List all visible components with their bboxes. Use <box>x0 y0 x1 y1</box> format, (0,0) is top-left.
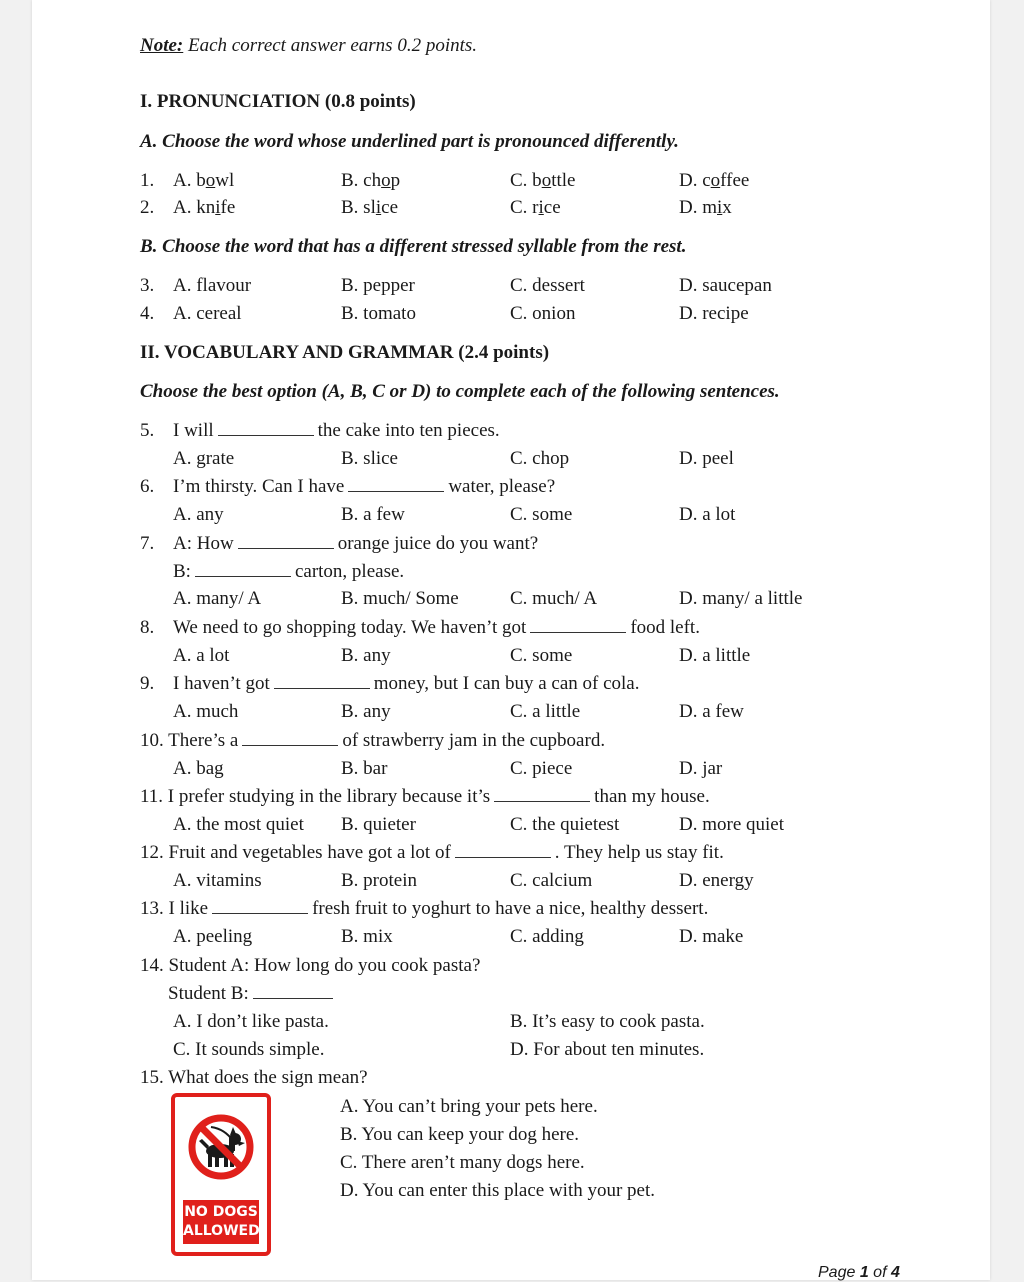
answer-blank[interactable] <box>530 618 626 633</box>
part-a-instruction: A. Choose the word whose underlined part is pronounced differently. <box>140 131 679 152</box>
option-c[interactable]: C. onion <box>510 303 576 324</box>
question-1: 1. A. bowl B. chop C. bottle D. coffee <box>140 167 960 195</box>
question-7-options <box>140 585 960 613</box>
option-b[interactable]: B. quieter <box>341 814 416 835</box>
question-6-options <box>140 501 960 529</box>
sign-label: NO DOGS ALLOWED <box>183 1200 259 1244</box>
option-c[interactable]: C. a little <box>510 701 581 722</box>
note: Note: Each correct answer earns 0.2 points. <box>140 35 478 56</box>
question-8-stem: 8. We need to go shopping today. We haven’t got food left. <box>140 617 700 638</box>
option-c[interactable]: C. some <box>510 645 573 666</box>
option-a[interactable]: A. knife <box>173 197 236 218</box>
answer-blank[interactable] <box>274 674 370 689</box>
answer-blank[interactable] <box>218 421 314 436</box>
answer-blank[interactable] <box>253 984 333 999</box>
question-10-options <box>140 755 960 783</box>
answer-blank[interactable] <box>238 534 334 549</box>
option-c[interactable]: C. much/ A <box>510 588 598 609</box>
option-d[interactable]: D. coffee <box>679 170 750 191</box>
question-12-stem: 12. Fruit and vegetables have got a lot of . They help us stay fit. <box>140 842 724 863</box>
question-6-stem: 6. I’m thirsty. Can I have water, please? <box>140 476 556 497</box>
option-d[interactable]: D. a little <box>679 645 751 666</box>
option-d[interactable]: D. jar <box>679 758 723 779</box>
no-dogs-sign <box>171 1093 271 1256</box>
option-a[interactable]: A. vitamins <box>173 870 262 891</box>
question-13-stem: 13. I like fresh fruit to yoghurt to have a nice, healthy dessert. <box>140 898 709 919</box>
option-d[interactable]: D. recipe <box>679 303 749 324</box>
option-b[interactable]: B. It’s easy to cook pasta. <box>510 1011 705 1032</box>
answer-blank[interactable] <box>494 787 590 802</box>
option-b[interactable]: B. much/ Some <box>341 588 459 609</box>
option-d[interactable]: D. energy <box>679 870 754 891</box>
option-d[interactable]: D. make <box>679 926 744 947</box>
option-b[interactable]: B. slice <box>341 197 399 218</box>
question-11-stem: 11. I prefer studying in the library because it’s than my house. <box>140 786 710 807</box>
question-13-options <box>140 923 960 951</box>
option-b[interactable]: B. any <box>341 645 391 666</box>
question-11-options <box>140 811 960 839</box>
no-dogs-icon <box>175 1101 267 1193</box>
option-c[interactable]: C. piece <box>510 758 573 779</box>
option-a[interactable]: A. bag <box>173 758 224 779</box>
option-a[interactable]: A. bowl <box>173 170 235 191</box>
option-d[interactable]: D. For about ten minutes. <box>510 1039 705 1060</box>
option-d[interactable]: D. You can enter this place with your pet. <box>340 1180 656 1201</box>
option-b[interactable]: B. tomato <box>341 303 416 324</box>
option-a[interactable]: A. peeling <box>173 926 253 947</box>
option-b[interactable]: B. protein <box>341 870 417 891</box>
option-c[interactable]: C. rice <box>510 197 561 218</box>
option-b[interactable]: B. bar <box>341 758 388 779</box>
option-a[interactable]: A. flavour <box>173 275 252 296</box>
section-2-instruction: Choose the best option (A, B, C or D) to complete each of the following sentences. <box>140 381 780 402</box>
section-vocabulary-title: II. VOCABULARY AND GRAMMAR (2.4 points) <box>140 342 550 363</box>
option-c[interactable]: C. the quietest <box>510 814 620 835</box>
option-b[interactable]: B. chop <box>341 170 401 191</box>
option-b[interactable]: B. any <box>341 701 391 722</box>
option-a[interactable]: A. cereal <box>173 303 242 324</box>
answer-blank[interactable] <box>212 899 308 914</box>
question-14-options-cd <box>140 1036 960 1064</box>
question-5-stem: 5. I will the cake into ten pieces. <box>140 420 500 441</box>
part-b-instruction: B. Choose the word that has a different stressed syllable from the rest. <box>140 236 687 257</box>
option-a[interactable]: A. any <box>173 504 224 525</box>
option-c[interactable]: C. There aren’t many dogs here. <box>340 1152 585 1173</box>
question-4: 4. A. cereal B. tomato C. onion D. recipe <box>140 300 960 328</box>
option-b[interactable]: B. a few <box>341 504 405 525</box>
option-c[interactable]: C. calcium <box>510 870 593 891</box>
option-a[interactable]: A. I don’t like pasta. <box>173 1011 329 1032</box>
option-d[interactable]: D. mix <box>679 197 732 218</box>
option-a[interactable]: A. the most quiet <box>173 814 304 835</box>
option-b[interactable]: B. slice <box>341 448 398 469</box>
option-a[interactable]: A. much <box>173 701 239 722</box>
question-14-options-ab <box>140 1008 960 1036</box>
option-d[interactable]: D. many/ a little <box>679 588 803 609</box>
page-number: Page 1 of 4 <box>818 1264 900 1281</box>
answer-blank[interactable] <box>195 562 291 577</box>
option-b[interactable]: B. mix <box>341 926 393 947</box>
option-c[interactable]: C. It sounds simple. <box>173 1039 325 1060</box>
option-d[interactable]: D. a lot <box>679 504 736 525</box>
question-9-stem: 9. I haven’t got money, but I can buy a can of cola. <box>140 673 640 694</box>
option-d[interactable]: D. saucepan <box>679 275 772 296</box>
option-a[interactable]: A. grate <box>173 448 235 469</box>
option-b[interactable]: B. pepper <box>341 275 415 296</box>
question-14-stem: 14. Student A: How long do you cook pasta? <box>140 955 481 976</box>
question-7-stem: 7. A: How orange juice do you want? <box>140 533 539 554</box>
option-a[interactable]: A. many/ A <box>173 588 262 609</box>
question-8-options <box>140 642 960 670</box>
option-a[interactable]: A. You can’t bring your pets here. <box>340 1096 598 1117</box>
question-12-options <box>140 867 960 895</box>
question-9-options <box>140 698 960 726</box>
question-10-stem: 10. There’s a of strawberry jam in the cupboard. <box>140 730 606 751</box>
option-c[interactable]: C. adding <box>510 926 584 947</box>
answer-blank[interactable] <box>242 731 338 746</box>
answer-blank[interactable] <box>455 843 551 858</box>
option-d[interactable]: D. more quiet <box>679 814 785 835</box>
option-c[interactable]: C. bottle <box>510 170 576 191</box>
question-2: 2. A. knife B. slice C. rice D. mix <box>140 194 960 222</box>
option-b[interactable]: B. You can keep your dog here. <box>340 1124 580 1145</box>
section-pronunciation-title: I. PRONUNCIATION (0.8 points) <box>140 91 416 112</box>
question-14-stem-b: Student B: <box>140 980 960 1008</box>
option-a[interactable]: A. a lot <box>173 645 230 666</box>
question-5-options <box>140 445 960 473</box>
question-3: 3. A. flavour B. pepper C. dessert D. saucepan <box>140 272 960 300</box>
question-7-stem-b: B: carton, please. <box>173 561 405 582</box>
answer-blank[interactable] <box>348 477 444 492</box>
option-c[interactable]: C. chop <box>510 448 570 469</box>
option-d[interactable]: D. a few <box>679 701 744 722</box>
option-c[interactable]: C. some <box>510 504 573 525</box>
option-d[interactable]: D. peel <box>679 448 734 469</box>
option-c[interactable]: C. dessert <box>510 275 585 296</box>
question-15-stem: 15. What does the sign mean? <box>140 1067 368 1088</box>
